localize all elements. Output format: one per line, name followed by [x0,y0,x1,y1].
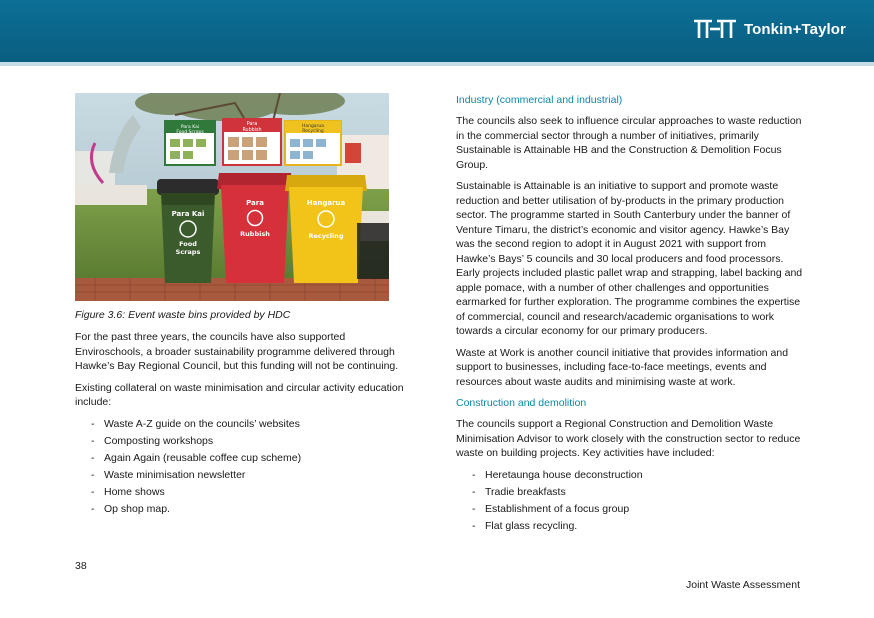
brand-name: Tonkin+Taylor [743,20,846,38]
bin-yellow-label-1: Hangarua [306,199,346,207]
list-item: - Composting workshops [91,434,214,447]
list-item: - Flat glass recycling. [472,519,578,532]
list-item: - Tradie breakfasts [472,485,566,498]
sign-green-line2: Food Scraps [176,130,204,135]
sign-yellow-line1: Hangarua [301,124,325,129]
right-column [456,93,806,536]
list-item: - Heretaunga house deconstruction [472,468,643,481]
collateral-intro-paragraph: Existing collateral on waste minimisation and circular activity education include: [75,381,404,408]
industry-heading: Industry (commercial and industrial) [456,94,623,106]
list-item: - Again Again (reusable coffee cup scheme) [91,451,302,464]
enviroschools-paragraph: For the past three years, the councils have also supported Enviroschools, a broader sustainability programme delivered through Hawke’s Bay Regional Council, but this funding will not be continuing. [75,331,399,372]
construction-heading: Construction and demolition [456,397,587,409]
sign-yellow-line2: Recycling [302,129,324,134]
list-item: - Op shop map. [91,502,170,515]
sign-red-line1: Para [246,122,258,127]
construction-paragraph: The councils support a Regional Construction and Demolition Waste Minimisation Advisor to work closely with the construction sector to reduce waste on building projects. Key activities have included: [456,418,801,459]
tonkin-taylor-logo-icon [692,18,738,40]
bin-yellow-label-2: Recycling [308,232,344,240]
collateral-list [91,417,405,516]
left-column [75,308,405,519]
waste-at-work-paragraph: Waste at Work is another council initiative that provides information and support to businesses, including face-to-face meetings, events and resources about waste audits and minimising waste at work. [456,346,789,388]
list-item: - Waste A-Z guide on the councils’ websites [91,417,300,430]
document-title: Joint Waste Assessment [686,579,800,591]
bin-green-label-3: Scraps [175,248,201,256]
sign-green-line1: Para Kai [180,125,200,130]
bin-red-label-2: Rubbish [240,230,270,238]
bin-red-label-1: Para [246,199,264,207]
bins-illustration [75,93,389,301]
event-waste-bins-photo [75,93,389,301]
list-item: - Home shows [91,485,165,498]
figure-caption: Figure 3.6: Event waste bins provided by HDC [75,309,291,321]
construction-activities-list [472,468,806,533]
page-number: 38 [75,560,87,572]
brand-logo [692,16,846,42]
list-item: - Establishment of a focus group [472,502,630,515]
bin-green-label-1: Para Kai [171,210,205,218]
sustainable-attainable-paragraph: Sustainable is Attainable is an initiative to support and promote waste reduction and better utilisation of by-products in the primary production sector. The programme started in South Canterbury under the banner of Venture Timaru, the district’s economic and visitor agency. Hawke’s Bay was the second region to adopt it in August 2021 with support from Hawke’s Bays’ 5 councils and 30 local producers and food processors. Early projects included plastic pallet wrap and strapping, label backing and apple pomace, with a number of other challenges and opportunities earmarked for further exploration. The programme combines the expertise of commercial, council and research/academic organisations to work towards a circular economy for our primary producers. [456,180,803,337]
industry-intro-paragraph: The councils also seek to influence circular approaches to waste reduction in the commercial sector through a number of initiatives, primarily Sustainable is Attainable HB and the Construction & Demolition Focus Group. [456,115,802,171]
header-divider [0,62,874,66]
bin-green-label-2: Food [179,240,197,248]
sign-red-line2: Rubbish [242,128,262,133]
list-item: - Waste minimisation newsletter [91,468,246,481]
